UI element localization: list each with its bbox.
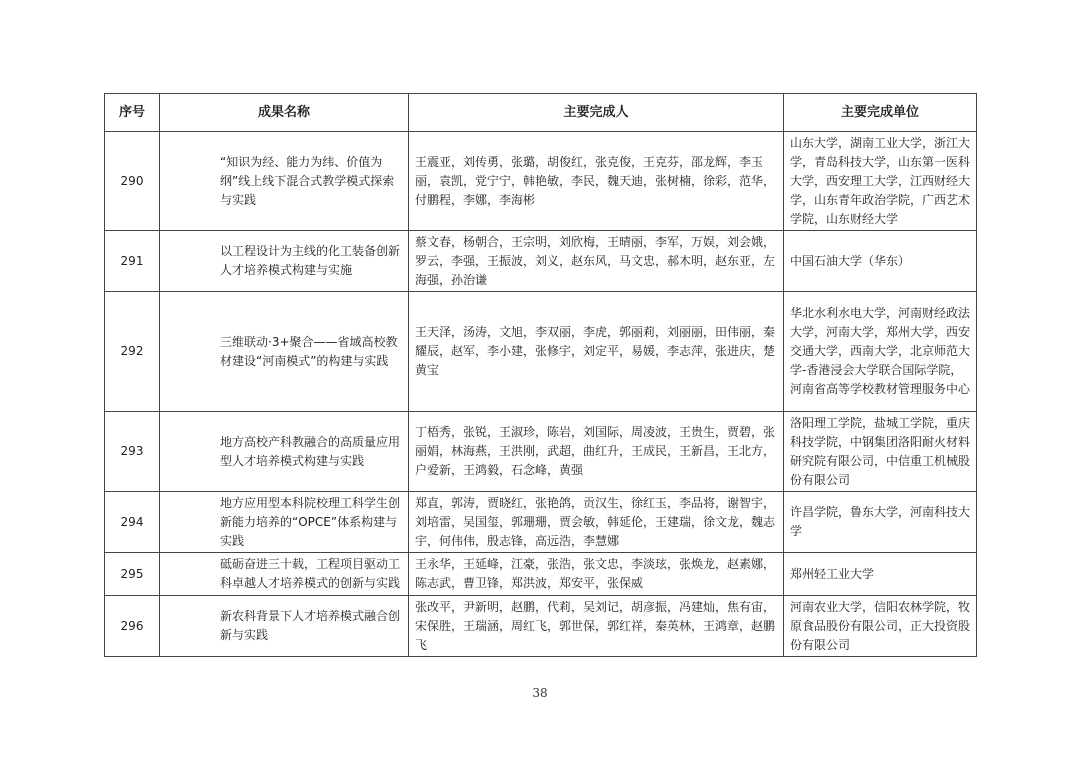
row-org: 洛阳理工学院，盐城工学院，重庆科技学院，中钢集团洛阳耐火材料研究院有限公司，中信重工机械股份有限公司 (784, 412, 977, 492)
header-seq: 序号 (105, 94, 160, 132)
row-people: 蔡文春，杨朝合，王宗明，刘欣梅，王晴丽，李军，万娱，刘会娥，罗云，李强，王振波，刘义，赵东风，马文忠，郝木明，赵东亚，左海强，孙治谦 (409, 231, 784, 292)
row-name: 地方高校产科教融合的高质量应用型人才培养模式构建与实践 (160, 412, 409, 492)
table-row (105, 292, 977, 412)
row-people: 王永华，王延峰，江豪，张浩，张文忠，李淡玹，张焕龙，赵素娜，陈志武，曹卫锋，郑洪波，郑安平，张保威 (409, 553, 784, 596)
row-name: 砥砺奋进三十载，工程项目驱动工科卓越人才培养模式的创新与实践 (160, 553, 409, 596)
achievements-table (104, 93, 977, 657)
row-seq: 295 (105, 553, 160, 596)
row-people: 郑直，郭涛，贾晓红，张艳鸽，贡汉生，徐红玉，李品将，谢智宇，刘培雷，吴国玺，郭珊珊，贾会敏，韩延伦，王建瑞，徐文龙，魏志宇，何伟伟，殷志锋，高远浩，李慧娜 (409, 492, 784, 553)
row-people: 丁梧秀，张锐，王淑珍，陈岩，刘国际，周凌波，王贵生，贾碧，张丽娟，林海燕，王洪刚，武超，曲红升，王成民，王新昌，王北方，户爱新，王鸿毅，石念峰，黄强 (409, 412, 784, 492)
row-seq: 290 (105, 132, 160, 231)
row-name: 以工程设计为主线的化工装备创新人才培养模式构建与实施 (160, 231, 409, 292)
row-name: “知识为经、能力为纬、价值为纲”线上线下混合式教学模式探索与实践 (160, 132, 409, 231)
table-header-row (105, 94, 977, 132)
row-people: 王天泽，汤涛，文旭，李双丽，李虎，郭丽莉，刘丽丽，田伟丽，秦耀辰，赵军，李小建，张修宇，刘定平，易媛，李志萍，张进庆，楚黄宝 (409, 292, 784, 412)
row-name: 地方应用型本科院校理工科学生创新能力培养的“OPCE”体系构建与实践 (160, 492, 409, 553)
header-people: 主要完成人 (409, 94, 784, 132)
row-name: 新农科背景下人才培养模式融合创新与实践 (160, 596, 409, 657)
header-name: 成果名称 (160, 94, 409, 132)
row-seq: 291 (105, 231, 160, 292)
table-row (105, 231, 977, 292)
table-row (105, 492, 977, 553)
row-seq: 293 (105, 412, 160, 492)
table-row (105, 596, 977, 657)
row-org: 郑州轻工业大学 (784, 553, 977, 596)
row-people: 王震亚，刘传勇，张璐，胡俊红，张克俊，王克芬，邵龙辉，李玉丽，袁凯，党宁宁，韩艳敏，李民，魏天迪，张树楠，徐彩，范华，付鹏程，李娜，李海彬 (409, 132, 784, 231)
row-org: 中国石油大学（华东） (784, 231, 977, 292)
table-row (105, 553, 977, 596)
table-row (105, 132, 977, 231)
row-org: 许昌学院，鲁东大学，河南科技大学 (784, 492, 977, 553)
row-org: 河南农业大学，信阳农林学院，牧原食品股份有限公司，正大投资股份有限公司 (784, 596, 977, 657)
header-org: 主要完成单位 (784, 94, 977, 132)
row-name: 三维联动·3+聚合——省域高校教材建设“河南模式”的构建与实践 (160, 292, 409, 412)
row-seq: 296 (105, 596, 160, 657)
row-org: 华北水利水电大学，河南财经政法大学，河南大学，郑州大学，西安交通大学，西南大学，北京师范大学-香港浸会大学联合国际学院，河南省高等学校教材管理服务中心 (784, 292, 977, 412)
row-people: 张改平，尹新明，赵鹏，代莉，吴刘记，胡彦振，冯建灿，焦有宙，宋保胜，王瑞涵，周红飞，郭世保，郭红祥，秦英林，王鸿章，赵鹏飞 (409, 596, 784, 657)
page-number: 38 (532, 686, 548, 700)
table-row (105, 412, 977, 492)
row-org: 山东大学，湖南工业大学，浙江大学，青岛科技大学，山东第一医科大学，西安理工大学，江西财经大学，山东青年政治学院，广西艺术学院，山东财经大学 (784, 132, 977, 231)
row-seq: 292 (105, 292, 160, 412)
row-seq: 294 (105, 492, 160, 553)
